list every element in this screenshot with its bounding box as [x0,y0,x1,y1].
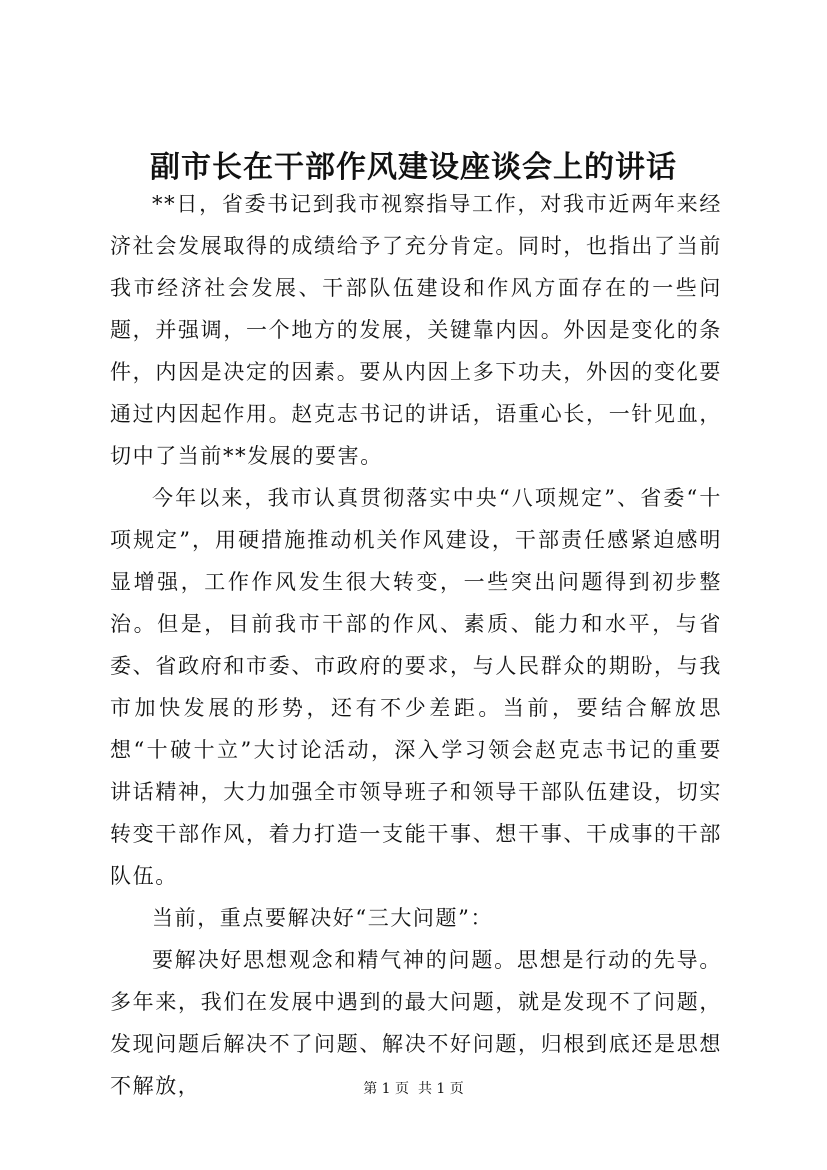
paragraph-2: 今年以来，我市认真贯彻落实中央“八项规定”、省委“十项规定”，用硬措施推动机关作风建设，干部责任感紧迫感明显增强，工作作风发生很大转变，一些突出问题得到初步整治。但是，目前我市干部的作风、素质、能力和水平，与省委、省政府和市委、市政府的要求，与人民群众的期盼，与我市加快发展的形势，还有不少差距。当前，要结合解放思想“十破十立”大讨论活动，深入学习领会赵克志书记的重要讲话精神，大力加强全市领导班子和领导干部队伍建设，切实转变干部作风，着力打造一支能干事、想干事、干成事的干部队伍。 [110,486,722,888]
page-footer: 第 1 页 共 1 页 [363,1081,464,1097]
paragraph-4: 要解决好思想观念和精气神的问题。思想是行动的先导。多年来，我们在发展中遇到的最大问题，就是发现不了问题，发现问题后解决不了问题、解决不好问题，归根到底还是思想不解放， [110,948,722,1098]
paragraph-1: **日，省委书记到我市视察指导工作，对我市近两年来经济社会发展取得的成绩给予了充分肯定。同时，也指出了当前我市经济社会发展、干部队伍建设和作风方面存在的一些问题，并强调，一个地方的发展，关键靠内因。外因是变化的条件，内因是决定的因素。要从内因上多下功夫，外因的变化要通过内因起作用。赵克志书记的讲话，语重心长，一针见血，切中了当前**发展的要害。 [110,192,722,468]
document-body [110,183,722,1107]
document-title: 副市长在干部作风建设座谈会上的讲话 [150,150,677,185]
paragraph-3: 当前，重点要解决好“三大问题”： [152,906,494,930]
